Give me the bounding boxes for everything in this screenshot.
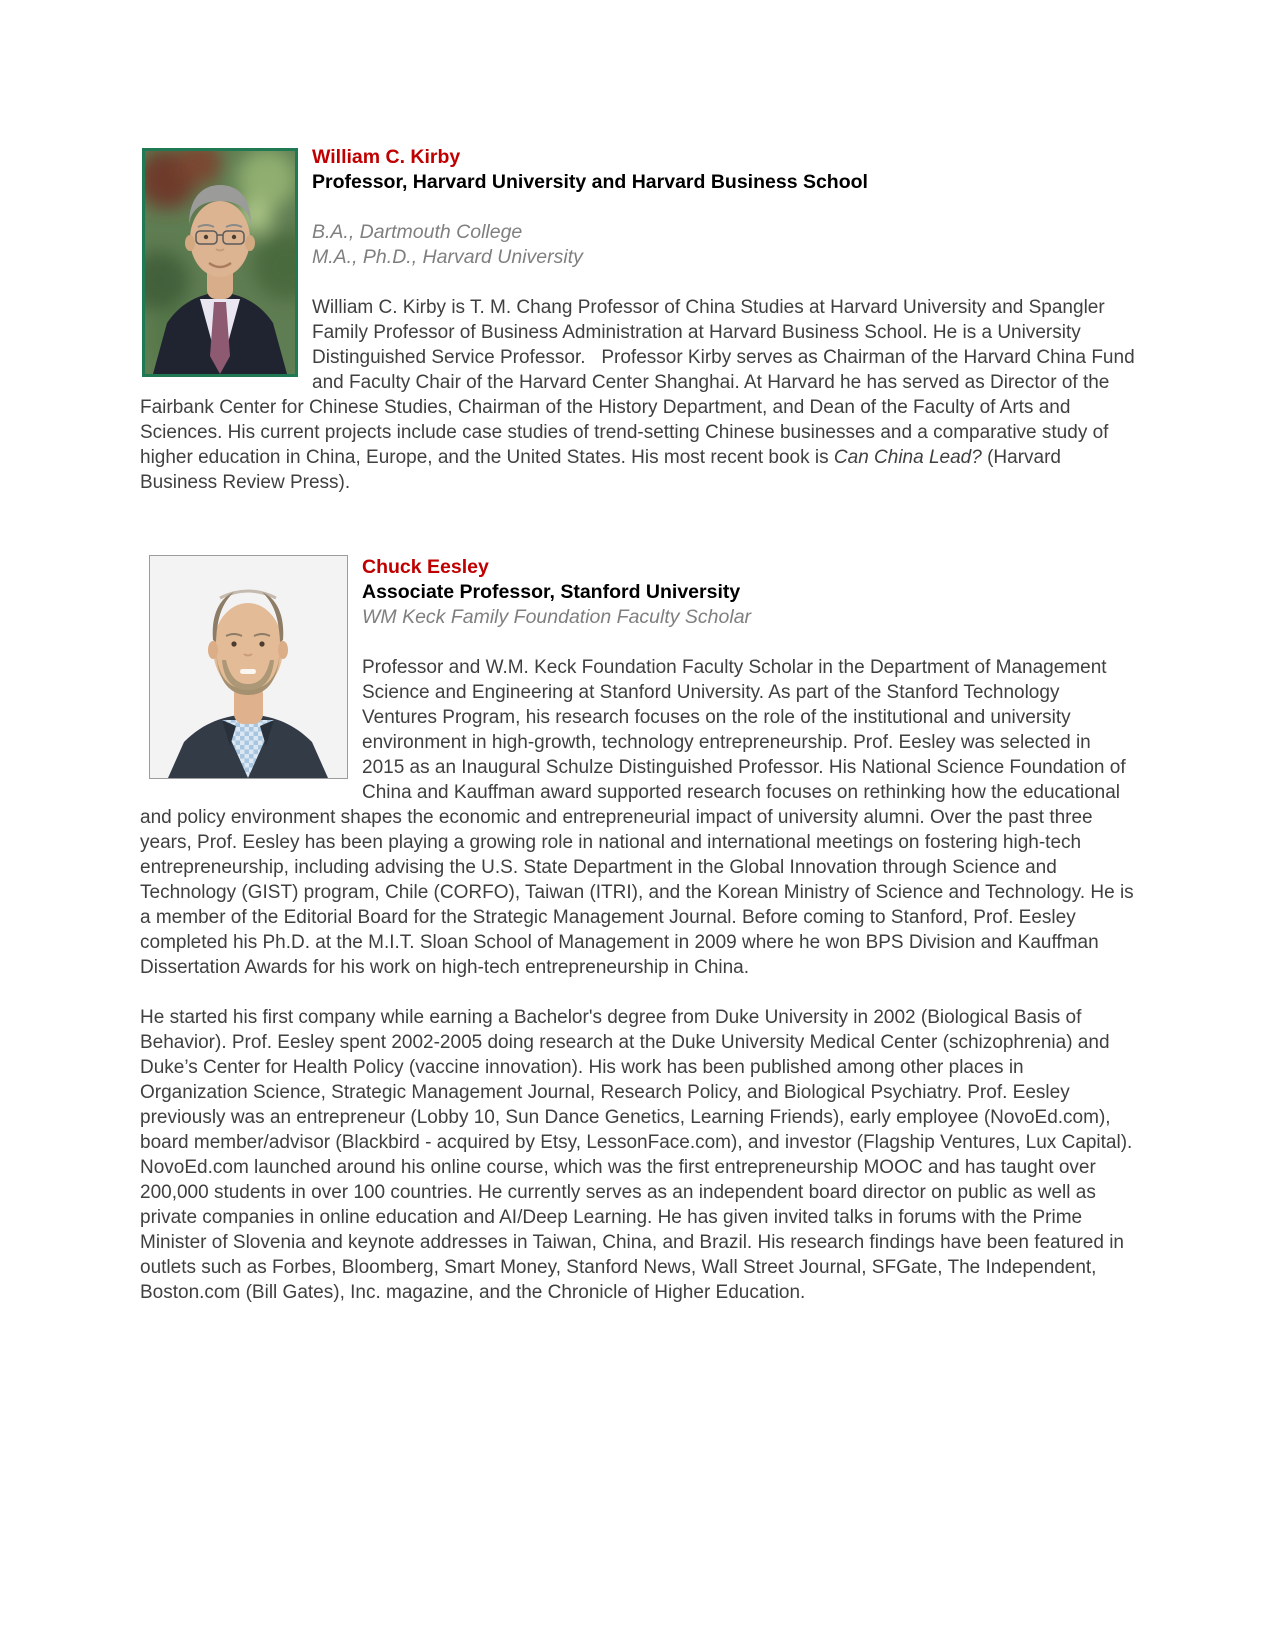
chuck-eesley-portrait-photo: [149, 555, 348, 779]
profile-chuck-eesley: [140, 555, 1139, 1305]
profile-william-kirby: [140, 145, 1140, 495]
profile-name: William C. Kirby: [312, 146, 461, 168]
credential-line: B.A., Dartmouth College: [312, 221, 523, 243]
bio-paragraph: Professor and W.M. Keck Foundation Faculty Scholar in the Department of Management Science and Engineering at Stanford University. As part of the Stanford Technology Ventures Program, his research focuses on the role of the institutional and university environment in high-growth, technology entrepreneurship. Prof. Eesley was selected in 2015 as an Inaugural Schulze Distinguished Professor. His National Science Foundation of China and Kauffman award supported research focuses on rethinking how the educational and policy environment shapes the economic and entrepreneurial impact of university alumni. Over the past three years, Prof. Eesley has been playing a growing role in national and international meetings on fostering high-tech entrepreneurship, including advising the U.S. State Department in the Global Innovation through Science and Technology (GIST) program, Chile (CORFO), Taiwan (ITRI), and the Korean Ministry of Science and Technology. He is a member of the Editorial Board for the Strategic Management Journal. Before coming to Stanford, Prof. Eesley completed his Ph.D. at the M.I.T. Sloan School of Management in 2009 where he won BPS Division and Kauffman Dissertation Awards for his work on high-tech entrepreneurship in China.: [140, 657, 1139, 978]
profile-title: Associate Professor, Stanford University: [362, 581, 741, 603]
william-kirby-portrait-photo: [142, 148, 298, 377]
profile-name: Chuck Eesley: [362, 556, 489, 578]
kirby-photo-illustration: [145, 151, 295, 374]
credential-line: WM Keck Family Foundation Faculty Scholar: [362, 606, 752, 628]
bio-paragraph: William C. Kirby is T. M. Chang Professor of China Studies at Harvard University and Spangler Family Professor of Business Administration at Harvard Business School. He is a University Distinguished Service Professor. Professor Kirby serves as Chairman of the Harvard China Fund and Faculty Chair of the Harvard Center Shanghai. At Harvard he has served as Director of the Fairbank Center for Chinese Studies, Chairman of the History Department, and Dean of the Faculty of Arts and Sciences. His current projects include case studies of trend-setting Chinese businesses and a comparative study of higher education in China, Europe, and the United States. His most recent book is Can China Lead? (Harvard Business Review Press).: [140, 297, 1140, 493]
credential-line: M.A., Ph.D., Harvard University: [312, 246, 583, 268]
eesley-photo-illustration: [150, 556, 347, 778]
bio-paragraph: He started his first company while earning a Bachelor's degree from Duke University in 2002 (Biological Basis of Behavior). Prof. Eesley spent 2002-2005 doing research at the Duke University Medical Center (schizophrenia) and Duke’s Center for Health Policy (vaccine innovation). His work has been published among other places in Organization Science, Strategic Management Journal, Research Policy, and Biological Psychiatry. Prof. Eesley previously was an entrepreneur (Lobby 10, Sun Dance Genetics, Learning Friends), early employee (NovoEd.com), board member/advisor (Blackbird - acquired by Etsy, LessonFace.com), and investor (Flagship Ventures, Lux Capital). NovoEd.com launched around his online course, which was the first entrepreneurship MOOC and has taught over 200,000 students in over 100 countries. He currently serves as an independent board director on public as well as private companies in online education and AI/Deep Learning. He has given invited talks in forums with the Prime Minister of Slovenia and keynote addresses in Taiwan, China, and Brazil. His research findings have been featured in outlets such as Forbes, Bloomberg, Smart Money, Stanford News, Wall Street Journal, SFGate, The Independent, Boston.com (Bill Gates), Inc. magazine, and the Chronicle of Higher Education.: [140, 1007, 1138, 1303]
profile-title: Professor, Harvard University and Harvard Business School: [312, 171, 868, 193]
